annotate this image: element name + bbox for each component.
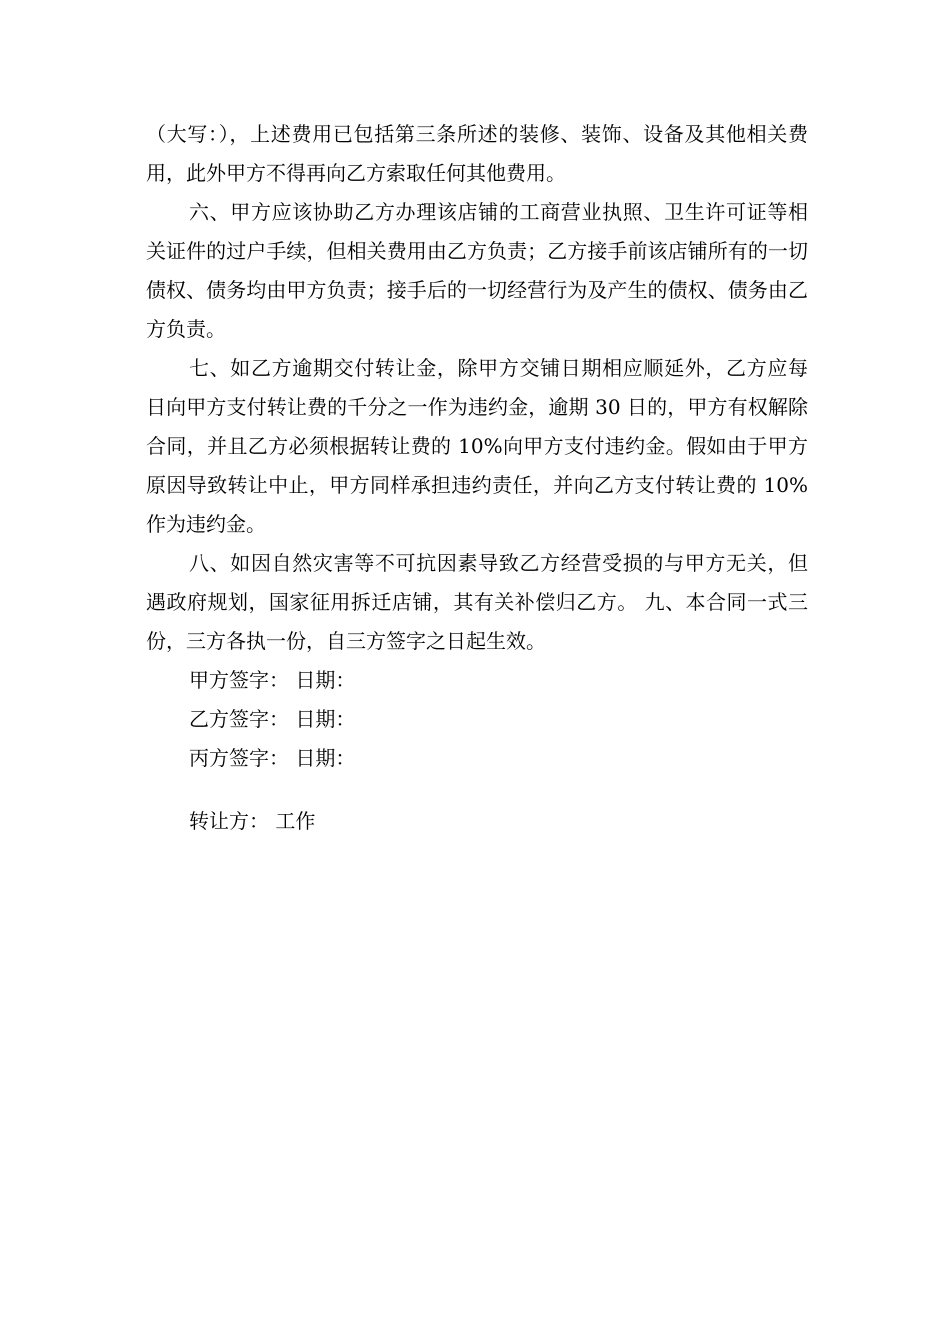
transferor-value: 工作 — [275, 809, 316, 833]
signature-line-party-b — [146, 700, 808, 739]
paragraph-clause-8-9: 八、如因自然灾害等不可抗因素导致乙方经营受损的与甲方无关，但遇政府规划，国家征用拆迁店铺，其有关补偿归乙方。 九、本合同一式三份，三方各执一份，自三方签字之日起生效。 — [146, 551, 808, 653]
paragraph-fee-continuation: （大写：），上述费用已包括第三条所述的装修、装饰、设备及其他相关费用，此外甲方不得再向乙方索取任何其他费用。 — [146, 122, 808, 185]
signature-line-party-a — [146, 661, 808, 700]
date-label-party-b: 日期： — [295, 707, 356, 731]
date-label-party-a: 日期： — [295, 668, 356, 692]
date-label-party-c: 日期： — [295, 746, 356, 770]
signature-label-party-c: 丙方签字： — [189, 746, 289, 770]
blank-line — [146, 778, 808, 802]
transferor-label: 转让方： — [189, 809, 269, 833]
document-body — [146, 115, 808, 841]
signature-label-party-a: 甲方签字： — [189, 668, 289, 692]
signature-line-party-c — [146, 739, 808, 778]
paragraph-clause-6: 六、甲方应该协助乙方办理该店铺的工商营业执照、卫生许可证等相关证件的过户手续，但相关费用由乙方负责；乙方接手前该店铺所有的一切债权、债务均由甲方负责；接手后的一切经营行为及产生的债权、债务由乙方负责。 — [146, 200, 808, 341]
transferor-line — [146, 802, 808, 841]
signature-label-party-b: 乙方签字： — [189, 707, 289, 731]
paragraph-clause-7: 七、如乙方逾期交付转让金，除甲方交铺日期相应顺延外，乙方应每日向甲方支付转让费的千分之一作为违约金，逾期 30 日的，甲方有权解除合同，并且乙方必须根据转让费的 10%向甲方支付违约金。假如由于甲方原因导致转让中止，甲方同样承担违约责任，并向乙方支付转让费的 10%作为违约金。 — [146, 356, 808, 536]
